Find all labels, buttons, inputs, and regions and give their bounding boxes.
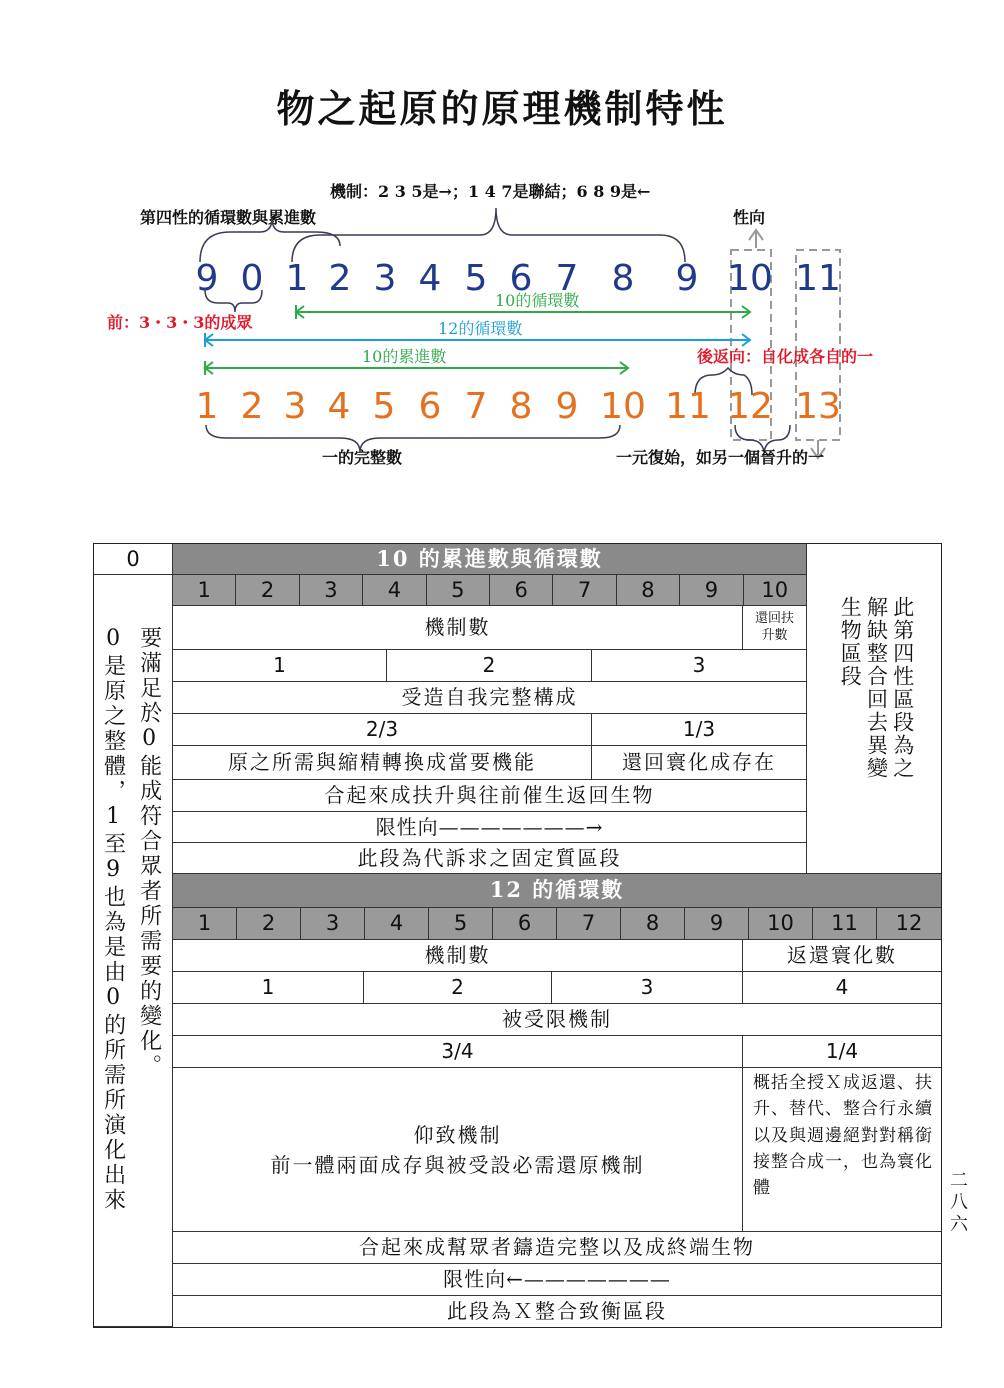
complete-label: 一的完整數: [322, 448, 403, 467]
return-rise-label: 還回扶升數: [743, 606, 807, 650]
row2-number: 2: [240, 386, 264, 427]
rely-title: 仰致機制: [413, 1122, 502, 1147]
row1-number: 11: [795, 258, 841, 299]
section2-number: 8: [621, 908, 685, 940]
section1-number: 5: [427, 575, 490, 606]
summary-note: 概括全授Ｘ成返還、扶升、替代、整合行永續以及與週邊絕對對稱銜接整合成一，也為寰化體: [743, 1068, 941, 1232]
row1-number: 9: [675, 258, 699, 299]
row1-number: 1: [285, 258, 309, 299]
group2-3: 3: [552, 972, 743, 1004]
segment2: 此段為Ｘ整合致衡區段: [447, 1299, 667, 1323]
section1-number: 8: [617, 575, 680, 606]
combine2: 合起來成幫眾者鑄造完整以及成終端生物: [173, 1232, 941, 1264]
mechanism-table: [93, 543, 942, 1328]
section2-number: 5: [429, 908, 493, 940]
row2-number: 1: [195, 386, 219, 427]
section2-number: 3: [301, 908, 365, 940]
row2-number: 11: [665, 386, 711, 427]
group2-2: 2: [364, 972, 552, 1004]
frac-2-3: 2/3: [173, 714, 592, 746]
brace-top: [292, 208, 685, 262]
back-label: 後返向：自化成各自的一: [697, 347, 874, 366]
row1-number: 0: [240, 258, 264, 299]
number-diagram: [0, 170, 1004, 480]
section2-number: 6: [493, 908, 557, 940]
group1-1: 1: [173, 650, 387, 682]
left-brace-label: 第四性的循環數與累進數: [140, 208, 317, 227]
left-vertical-text: 0是原之整體，1至9也為是由0的所需所演化出來: [100, 626, 126, 1213]
frac-1-4: 1/4: [743, 1036, 941, 1068]
limit1: 限性向———————→: [173, 812, 807, 843]
row1-number: 6: [509, 258, 533, 299]
row1-number: 8: [611, 258, 635, 299]
row2-number: 6: [418, 386, 442, 427]
row2-number: 9: [555, 386, 579, 427]
section2-number: 2: [237, 908, 301, 940]
row2-number: 10: [600, 386, 646, 427]
front-label: 前：3・3・3的成眾: [107, 313, 253, 332]
row1-number: 10: [727, 258, 773, 299]
limited-mechanism: 被受限機制: [173, 1004, 941, 1036]
row1-number: 4: [418, 258, 442, 299]
frac-3-4: 3/4: [173, 1036, 743, 1068]
group2-4: 4: [743, 972, 941, 1004]
row2-number: 7: [464, 386, 488, 427]
row2-number: 4: [327, 386, 351, 427]
mid-vertical-text: 要滿足於0能成符合眾者所需要的變化。: [136, 626, 162, 1079]
section1-number: 10: [744, 575, 807, 606]
row2-number: 12: [727, 386, 773, 427]
section1-number: 1: [173, 575, 236, 606]
brace-bottom-left: [206, 425, 620, 452]
row2-number: 13: [795, 386, 841, 427]
section2-number: 9: [685, 908, 749, 940]
direction-label: 性向: [733, 208, 766, 227]
section2-number: 11: [813, 908, 877, 940]
section2-number: 1: [173, 908, 237, 940]
group1-3: 3: [592, 650, 807, 682]
section1-number: 4: [363, 575, 426, 606]
section1-title: 10 的累進數與循環數: [173, 544, 807, 575]
mechanism-label: 機制數: [173, 606, 743, 650]
row2-number: 3: [283, 386, 307, 427]
group2-1: 1: [173, 972, 364, 1004]
section1-number: 7: [553, 575, 616, 606]
section2-title: 12 的循環數: [173, 874, 941, 908]
section1-number: 2: [236, 575, 299, 606]
mechanism2-label: 機制數: [173, 940, 743, 972]
combine1: 合起來成扶升與往前催生返回生物: [173, 780, 807, 812]
row1-number: 5: [464, 258, 488, 299]
needs-cell: 原之所需與縮精轉換成當要機能: [173, 746, 592, 780]
section2-number: 4: [365, 908, 429, 940]
section1-number: 3: [300, 575, 363, 606]
row1-number: 9: [195, 258, 219, 299]
row2-number: 8: [509, 386, 533, 427]
row2-number: 5: [372, 386, 396, 427]
cycle12-label: 12的循環數: [438, 319, 523, 338]
zero-cell: 0: [94, 544, 173, 575]
limit2: 限性向←———————: [173, 1264, 941, 1296]
section1-number: 6: [490, 575, 553, 606]
row1-number: 3: [373, 258, 397, 299]
row1-number: 2: [328, 258, 352, 299]
row1-number: 7: [555, 258, 579, 299]
section2-number: 10: [749, 908, 813, 940]
right-note: 此第四性區段為之解缺整合回去異變生物區段: [838, 596, 915, 780]
page-number: 二八六: [947, 1170, 968, 1236]
restart-label: 一元復始，如另一個晉升的一: [616, 448, 825, 467]
progress10-label: 10的累進數: [362, 347, 447, 366]
rely-desc: 前一體兩面成存與被受設必需還原機制: [270, 1152, 645, 1177]
section1-number: 9: [680, 575, 743, 606]
frac-1-3: 1/3: [592, 714, 807, 746]
top-mechanism-label: 機制：2 3 5是→；1 4 7是聯結；6 8 9是←: [330, 182, 651, 201]
page-title: 物之起原的原理機制特性: [276, 86, 728, 131]
return-transform-label: 返還寰化數: [743, 940, 941, 972]
segment1: 此段為代訴求之固定質區段: [173, 843, 807, 874]
rely-cell: [173, 1068, 743, 1232]
self-construct: 受造自我完整構成: [173, 682, 807, 714]
section2-number: 7: [557, 908, 621, 940]
return-exist-cell: 還回寰化成存在: [592, 746, 807, 780]
section2-number: 12: [877, 908, 941, 940]
cycle10-label: 10的循環數: [495, 291, 580, 310]
group1-2: 2: [387, 650, 592, 682]
